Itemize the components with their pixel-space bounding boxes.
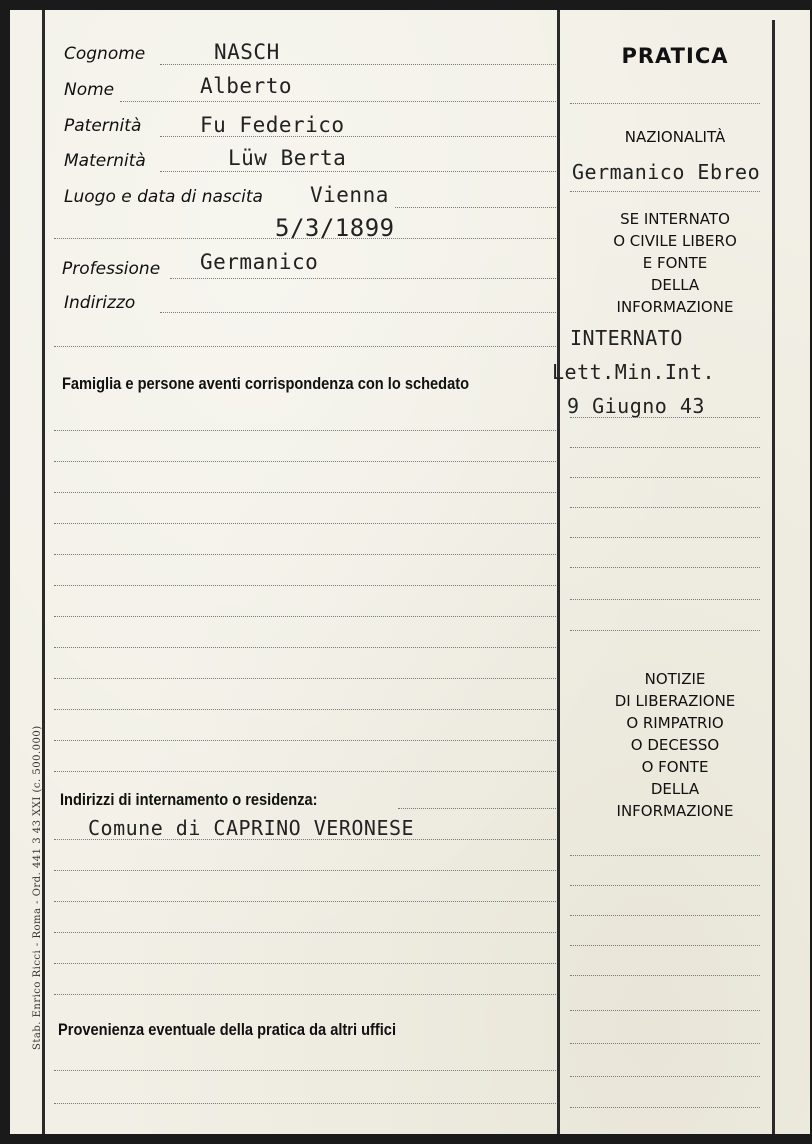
nome-line: [120, 101, 556, 102]
internamento-line-2: [54, 870, 556, 871]
nome-value: Alberto: [200, 74, 293, 98]
pratica-title: PRATICA: [621, 44, 729, 68]
cognome-line: [160, 64, 556, 65]
right-line-16: [570, 1076, 760, 1077]
internamento-line-6: [54, 994, 556, 995]
paternita-value: Fu Federico: [200, 113, 345, 137]
internamento-value: Comune di CAPRINO VERONESE: [88, 816, 415, 840]
right-line-15: [570, 1043, 760, 1044]
right-column-border: [772, 20, 775, 1134]
indirizzo-label: Indirizzo: [64, 293, 136, 313]
nazionalita-value: Germanico Ebreo: [572, 160, 761, 184]
right-line-14: [570, 1010, 760, 1011]
professione-label: Professione: [62, 259, 161, 279]
right-line-3: [570, 477, 760, 478]
right-line-9: [570, 855, 760, 856]
right-line-17: [570, 1107, 760, 1108]
internamento-line-1: [54, 839, 556, 840]
luogo-nascita-label: Luogo e data di nascita: [64, 187, 263, 207]
indirizzo-line-2: [54, 346, 556, 347]
paternita-line: [160, 136, 556, 137]
right-line-2: [570, 447, 760, 448]
nome-label: Nome: [64, 80, 115, 100]
famiglia-line-11: [54, 740, 556, 741]
internamento-line-0: [398, 808, 556, 809]
famiglia-line-8: [54, 647, 556, 648]
luogo-line: [395, 207, 556, 208]
column-divider: [557, 10, 560, 1134]
internamento-label: Indirizzi di internamento o residenza:: [60, 790, 318, 809]
right-line-10: [570, 885, 760, 886]
provenienza-line-1: [54, 1070, 556, 1071]
famiglia-line-9: [54, 678, 556, 679]
maternita-value: Lüw Berta: [228, 146, 347, 170]
data-nascita-value: 5/3/1899: [275, 214, 395, 242]
internamento-line-3: [54, 901, 556, 902]
famiglia-line-7: [54, 616, 556, 617]
internato-value-3: 9 Giugno 43: [567, 394, 705, 418]
right-line-13: [570, 975, 760, 976]
right-line-7: [570, 599, 760, 600]
provenienza-line-2: [54, 1103, 556, 1104]
registration-card: [10, 10, 810, 1134]
famiglia-line-12: [54, 771, 556, 772]
famiglia-line-3: [54, 492, 556, 493]
luogo-nascita-value: Vienna: [310, 183, 389, 207]
maternita-label: Maternità: [64, 151, 146, 171]
right-line-5: [570, 537, 760, 538]
maternita-line: [160, 171, 556, 172]
famiglia-line-2: [54, 461, 556, 462]
right-line-1: [570, 417, 760, 418]
internato-value-2: Lett.Min.Int.: [552, 360, 716, 384]
right-line-8: [570, 630, 760, 631]
famiglia-line-5: [54, 554, 556, 555]
indirizzo-line: [160, 312, 556, 313]
pratica-line: [570, 103, 760, 104]
cognome-label: Cognome: [64, 44, 146, 64]
data-line: [54, 238, 556, 239]
provenienza-label: Provenienza eventuale della pratica da altri uffici: [58, 1020, 397, 1039]
nazionalita-line: [570, 191, 760, 192]
printer-imprint: Stab. Enrico Ricci - Roma - Ord. 441 3 43 XXI (c. 500.000): [32, 725, 43, 1050]
famiglia-line-10: [54, 709, 556, 710]
professione-value: Germanico: [200, 250, 319, 274]
right-line-4: [570, 507, 760, 508]
professione-line: [170, 278, 556, 279]
paternita-label: Paternità: [64, 116, 142, 136]
notizie-label: NOTIZIE DI LIBERAZIONE O RIMPATRIO O DECESSO O FONTE DELLA INFORMAZIONE: [614, 670, 736, 820]
famiglia-label: Famiglia e persone aventi corrispondenza con lo schedato: [62, 374, 470, 393]
famiglia-line-6: [54, 585, 556, 586]
internato-label: SE INTERNATO O CIVILE LIBERO E FONTE DELLA INFORMAZIONE: [613, 210, 737, 316]
famiglia-line-4: [54, 523, 556, 524]
famiglia-line-1: [54, 430, 556, 431]
internato-value-1: INTERNATO: [570, 326, 683, 350]
nazionalita-label: NAZIONALITÀ: [624, 128, 726, 146]
cognome-value: NASCH: [214, 40, 280, 64]
right-line-11: [570, 915, 760, 916]
internamento-line-4: [54, 932, 556, 933]
right-line-6: [570, 567, 760, 568]
internamento-line-5: [54, 963, 556, 964]
right-line-12: [570, 945, 760, 946]
